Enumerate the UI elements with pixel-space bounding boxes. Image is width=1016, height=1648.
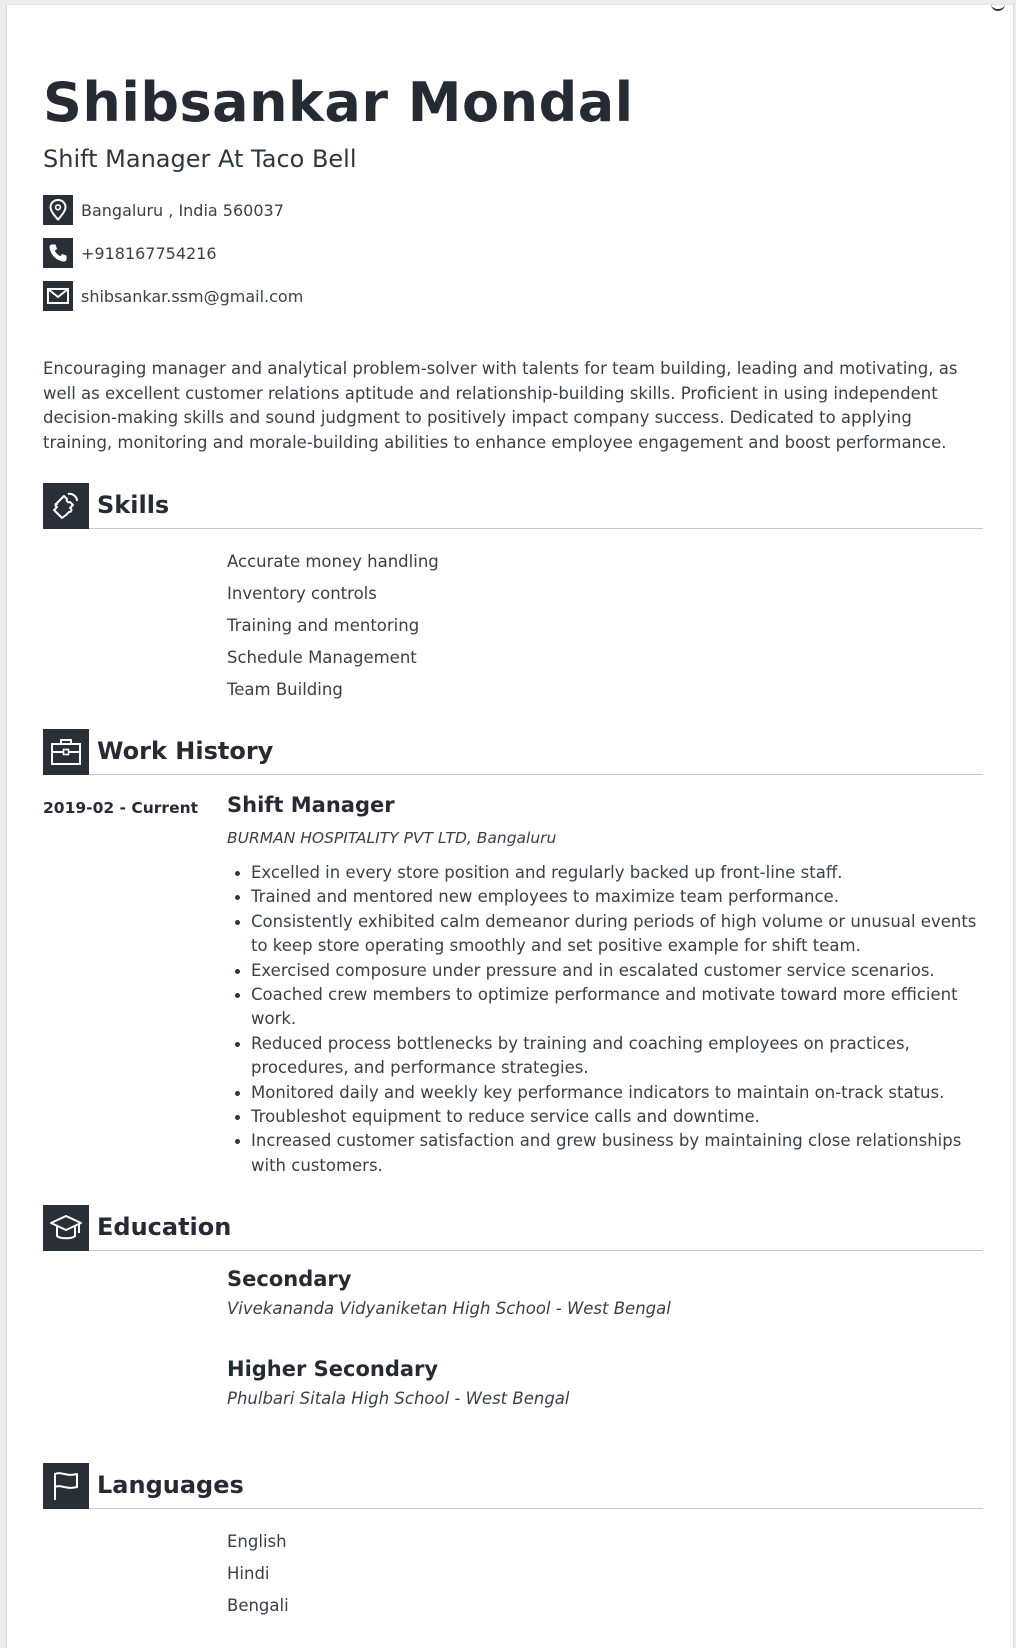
section-divider — [89, 528, 983, 529]
languages-list — [227, 1531, 289, 1627]
job-bullet: Reduced process bottlenecks by training and coaching employees on practices, procedures, and performance strategies. — [227, 1032, 987, 1081]
job-bullet: Trained and mentored new employees to maximize team performance. — [227, 885, 987, 909]
phone-text: +918167754216 — [81, 243, 217, 263]
envelope-icon — [43, 281, 73, 311]
briefcase-icon — [43, 729, 89, 775]
education-degree: Higher Secondary — [227, 1357, 439, 1381]
work-history-heading: Work History — [97, 737, 274, 765]
email-text[interactable]: shibsankar.ssm@gmail.com — [81, 286, 304, 306]
job-bullet: Coached crew members to optimize performance and motivate toward more efficient work. — [227, 983, 987, 1032]
work-history-section-header — [43, 729, 983, 775]
job-bullet: Exercised composure under pressure and in escalated customer service scenarios. — [227, 959, 987, 983]
languages-section-header — [43, 1463, 983, 1509]
skills-section-header — [43, 483, 983, 529]
skill-item: Team Building — [227, 680, 343, 699]
job-title: Shift Manager — [227, 793, 395, 817]
location-text: Bangaluru , India 560037 — [81, 200, 284, 220]
education-section-header — [43, 1205, 983, 1251]
skill-item: Inventory controls — [227, 584, 377, 603]
phone-icon — [43, 238, 73, 268]
candidate-name: Shibsankar Mondal — [43, 71, 634, 134]
job-bullet: Increased customer satisfaction and grew business by maintaining close relationships with customers. — [227, 1129, 987, 1178]
contact-phone — [43, 238, 217, 268]
section-divider — [89, 1250, 983, 1251]
section-divider — [89, 1508, 983, 1509]
language-item: Bengali — [227, 1596, 289, 1615]
candidate-title: Shift Manager At Taco Bell — [43, 145, 357, 173]
skill-item: Training and mentoring — [227, 616, 420, 635]
education-heading: Education — [97, 1213, 232, 1241]
job-bullet: Excelled in every store position and regularly backed up front-line staff. — [227, 861, 987, 885]
corner-mark — [991, 1, 1005, 11]
language-item: English — [227, 1532, 287, 1551]
skills-list — [227, 551, 439, 711]
education-degree: Secondary — [227, 1267, 352, 1291]
languages-heading: Languages — [97, 1471, 244, 1499]
flag-icon — [43, 1463, 89, 1509]
graduation-cap-icon — [43, 1205, 89, 1251]
skill-item: Schedule Management — [227, 648, 417, 667]
skill-item: Accurate money handling — [227, 552, 439, 571]
location-pin-icon — [43, 195, 73, 225]
section-divider — [89, 774, 983, 775]
contact-location — [43, 195, 284, 225]
education-school: Phulbari Sitala High School - West Bengal — [227, 1389, 570, 1408]
job-responsibilities — [227, 861, 987, 1178]
resume-page — [6, 4, 1014, 1648]
job-bullet: Monitored daily and weekly key performance indicators to maintain on-track status. — [227, 1081, 987, 1105]
skills-heading: Skills — [97, 491, 170, 519]
job-dates: 2019-02 - Current — [43, 799, 199, 817]
language-item: Hindi — [227, 1564, 270, 1583]
job-company: BURMAN HOSPITALITY PVT LTD, Bangaluru — [227, 829, 557, 847]
job-bullet: Troubleshot equipment to reduce service calls and downtime. — [227, 1105, 987, 1129]
education-school: Vivekananda Vidyaniketan High School - West Bengal — [227, 1299, 671, 1318]
contact-email — [43, 281, 303, 311]
job-bullet: Consistently exhibited calm demeanor during periods of high volume or unusual events to keep store operating smoothly and set positive example for shift team. — [227, 910, 987, 959]
professional-summary: Encouraging manager and analytical problem-solver with talents for team building, leading and motivating, as well as excellent customer relations aptitude and relationship-building skills. Proficient in using independent decision-making skills and sound judgment to positively impact company success. Dedicated to applying training, monitoring and morale-building abilities to enhance employee engagement and boost performance. — [43, 359, 958, 452]
puzzle-icon — [43, 483, 89, 529]
